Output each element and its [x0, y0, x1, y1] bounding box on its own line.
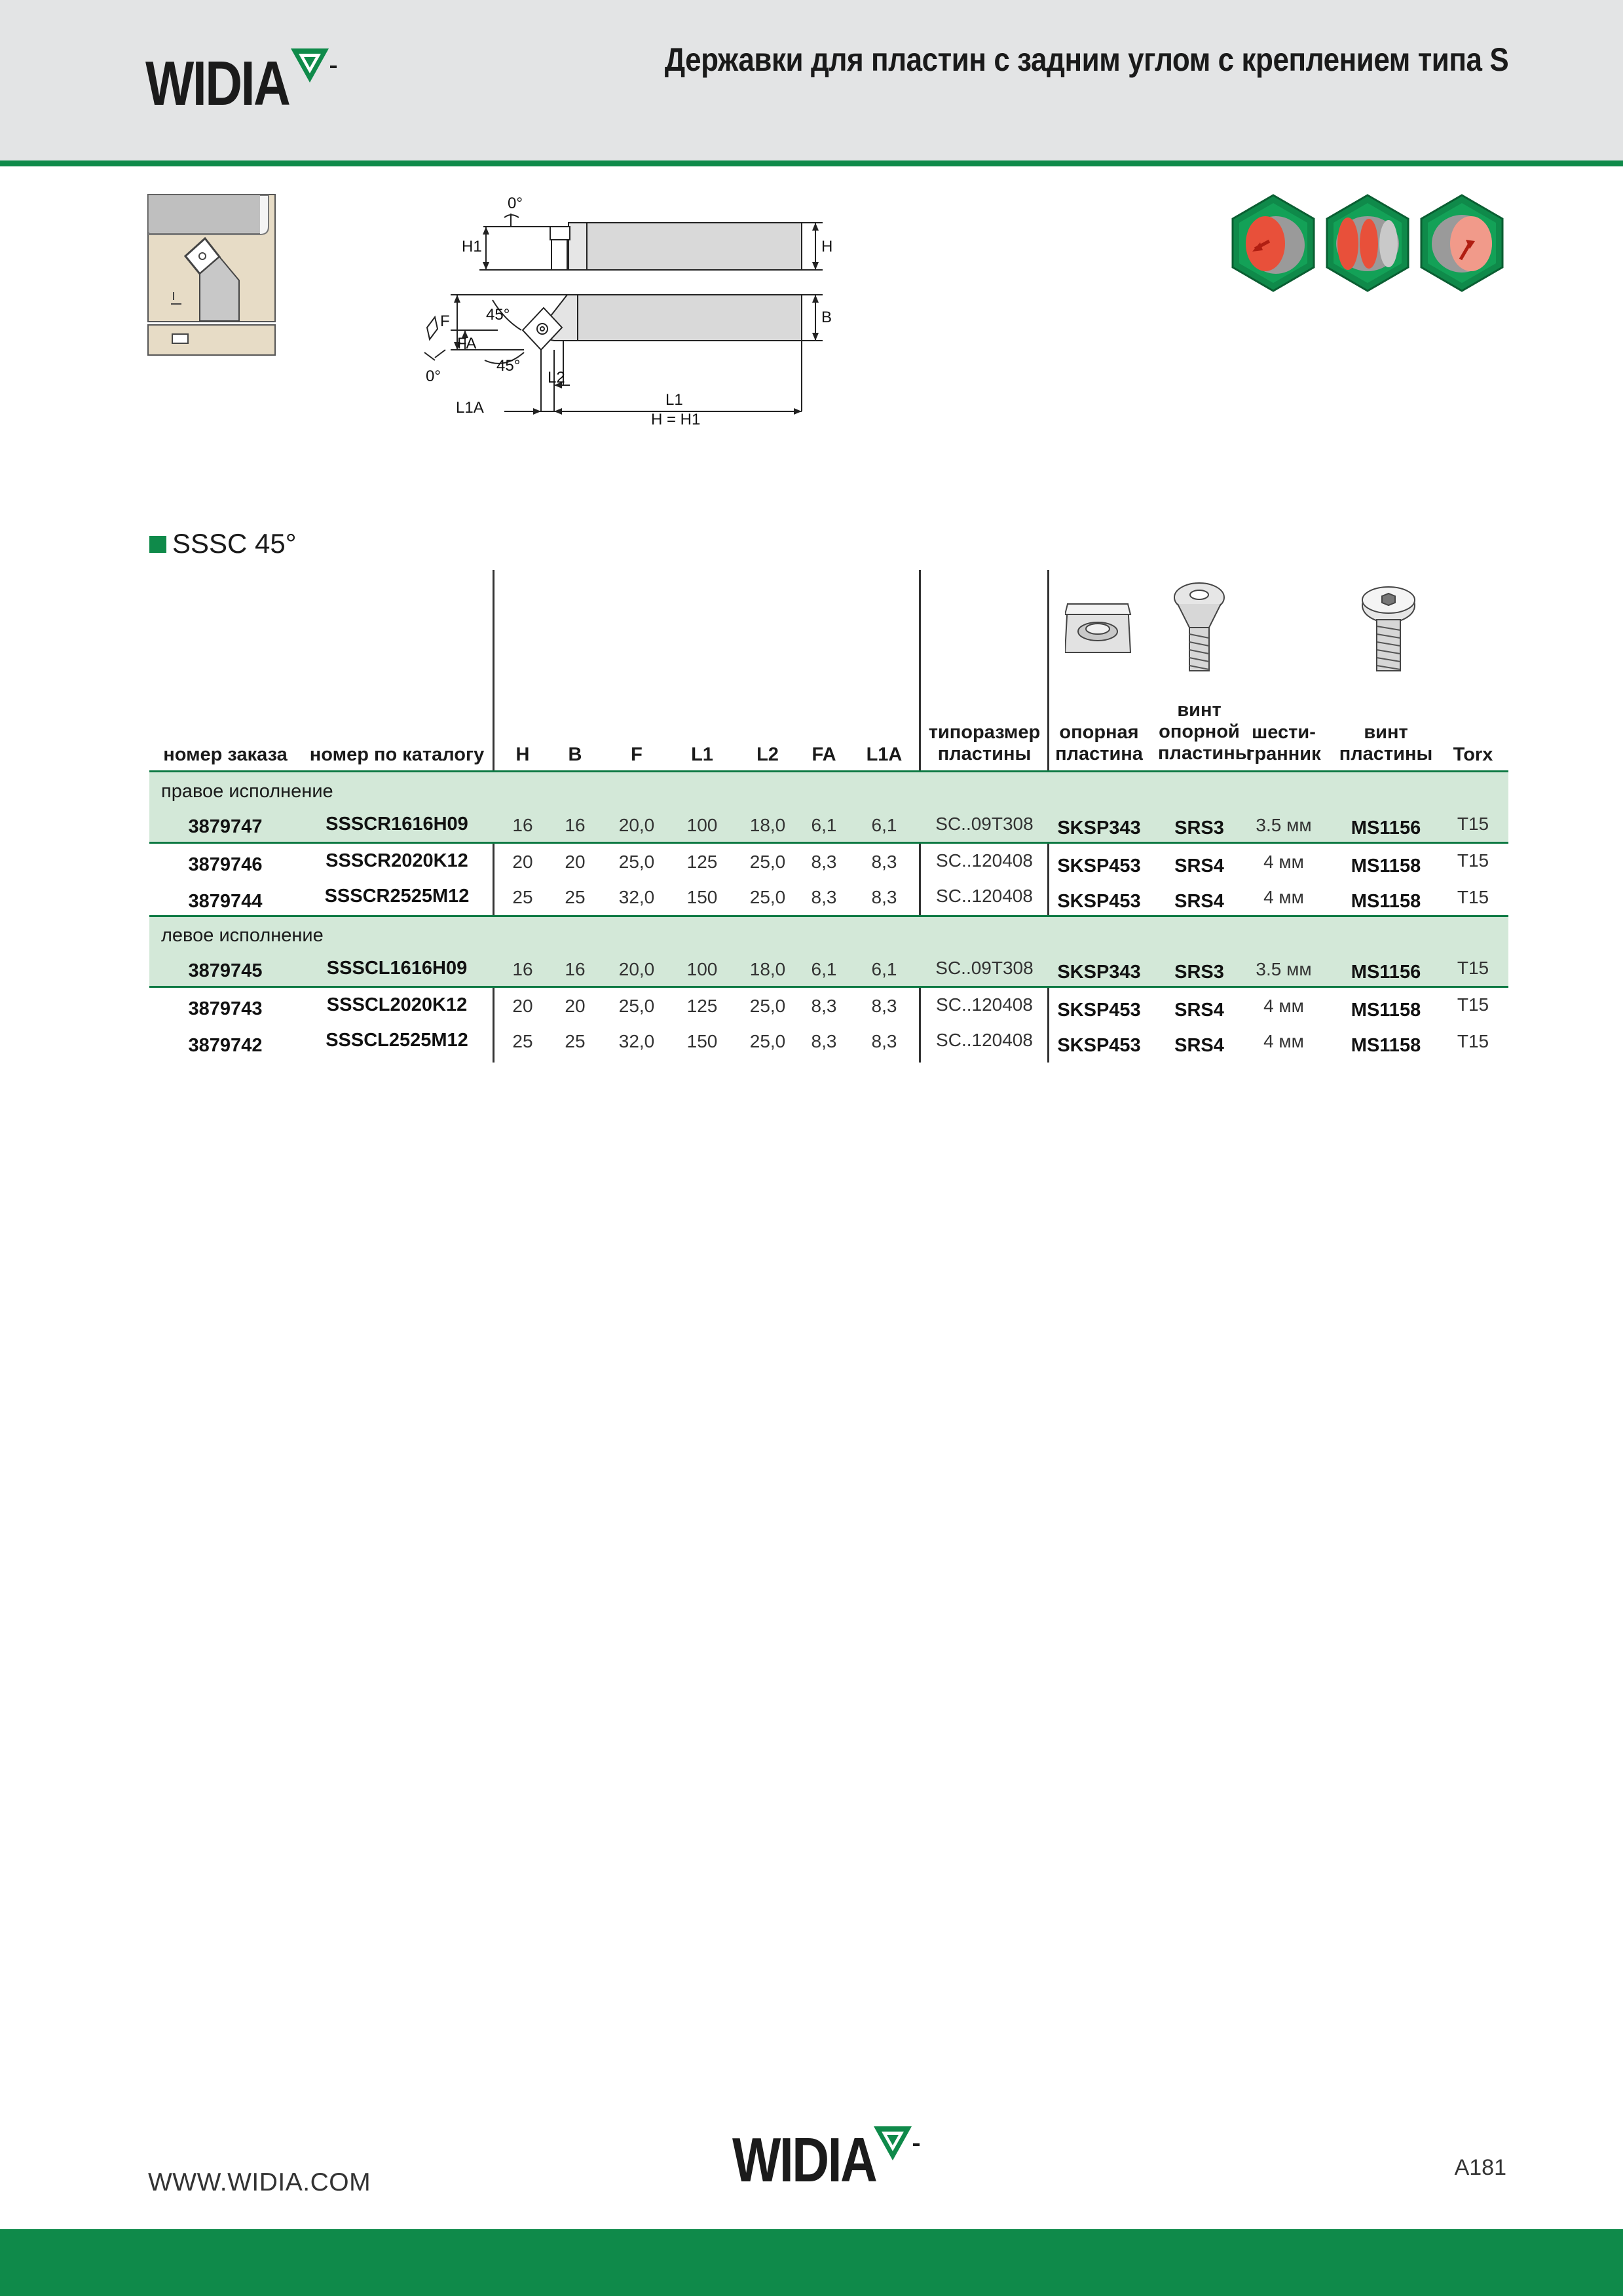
cell-insert-screw: MS1158 — [1351, 1035, 1421, 1056]
cell-l2: 25,0 — [749, 852, 786, 872]
application-icons — [1229, 194, 1509, 293]
cell-l1a: 8,3 — [871, 852, 897, 872]
col-header-shim — [1053, 722, 1145, 765]
col-header-hex-line1: шести- — [1252, 722, 1316, 743]
cell-shim: SKSP453 — [1057, 891, 1141, 912]
widia-triangle-icon — [288, 46, 341, 88]
col-header-l1: L1 — [691, 744, 713, 765]
header-rule — [0, 160, 1623, 166]
cell-fa: 6,1 — [811, 815, 837, 835]
dim-label-angle-top: 0° — [508, 195, 523, 212]
col-header-insert-size-line2: пластины — [937, 743, 1032, 764]
cell-fa: 8,3 — [811, 1031, 837, 1051]
col-header-shim-line2: пластина — [1055, 743, 1143, 764]
order-no: 3879746 — [188, 854, 263, 875]
col-header-hex-line2: гранник — [1246, 743, 1321, 764]
cell-f: 20,0 — [618, 959, 655, 979]
cell-hex: 3.5 мм — [1256, 959, 1312, 979]
footer-logo-text: WIDIA — [732, 2125, 876, 2195]
dim-label-angle-bottom: 0° — [426, 367, 441, 385]
cell-torx: T15 — [1457, 994, 1489, 1015]
group-band — [149, 917, 1508, 951]
cell-f: 20,0 — [618, 815, 655, 835]
dim-label-l1a: L1A — [456, 399, 484, 417]
cell-insert-size: SC..120408 — [936, 1030, 1033, 1050]
catalog-no: SSSCL2020K12 — [326, 994, 468, 1015]
col-header-shim-screw-line2: опорной — [1159, 721, 1240, 742]
cell-torx: T15 — [1457, 887, 1489, 907]
cell-fa: 8,3 — [811, 887, 837, 907]
insert-screw-icon — [1357, 582, 1420, 676]
col-header-insert-size — [922, 722, 1047, 765]
cell-l1: 125 — [686, 852, 718, 872]
external-turning-icon — [1233, 195, 1314, 291]
cell-shim: SKSP453 — [1057, 1035, 1141, 1056]
cell-insert-size: SC..120408 — [936, 994, 1033, 1015]
cell-f: 25,0 — [618, 996, 655, 1016]
order-no: 3879745 — [188, 960, 263, 981]
footer-bar — [0, 2229, 1623, 2296]
col-header-torx: Torx — [1453, 744, 1493, 765]
catalog-no: SSSCL2525M12 — [326, 1030, 468, 1051]
row-rule — [149, 842, 1508, 844]
cell-b: 20 — [565, 996, 586, 1016]
cell-insert-size: SC..09T308 — [935, 814, 1034, 834]
col-header-fa: FA — [811, 744, 836, 765]
col-header-insert-screw-line2: пластины — [1339, 743, 1433, 764]
cell-hex: 4 мм — [1263, 996, 1304, 1016]
header-logo — [145, 48, 321, 119]
cell-torx: T15 — [1457, 814, 1489, 834]
page-title: Державки для пластин с задним углом с креплением типа S — [664, 41, 1508, 78]
page-number: A181 — [1454, 2155, 1506, 2180]
cell-h: 25 — [512, 1031, 533, 1051]
cell-l1: 100 — [686, 815, 718, 835]
cell-h: 16 — [512, 959, 533, 979]
cell-l1: 100 — [686, 959, 718, 979]
cell-h: 20 — [512, 852, 533, 872]
cell-fa: 6,1 — [811, 959, 837, 979]
cell-shim-screw: SRS3 — [1174, 962, 1224, 983]
catalog-no: SSSCR2525M12 — [324, 886, 470, 907]
cell-insert-size: SC..120408 — [936, 886, 1033, 906]
cell-b: 20 — [565, 852, 586, 872]
cell-fa: 8,3 — [811, 996, 837, 1016]
cell-shim-screw: SRS4 — [1174, 856, 1224, 876]
cell-l1a: 8,3 — [871, 1031, 897, 1051]
cell-l1: 150 — [686, 887, 718, 907]
col-header-insert-screw — [1335, 722, 1437, 765]
cell-l2: 18,0 — [749, 815, 786, 835]
cell-l1: 150 — [686, 1031, 718, 1051]
catalog-no: SSSCL1616H09 — [326, 958, 468, 979]
col-header-insert-screw-line1: винт — [1364, 722, 1408, 743]
dimension-drawing — [406, 189, 838, 431]
dim-label-b: B — [821, 309, 832, 326]
group-label-right: правое исполнение — [161, 781, 333, 802]
col-header-shim-screw-line1: винт — [1177, 700, 1222, 721]
cell-b: 25 — [565, 887, 586, 907]
cell-insert-size: SC..120408 — [936, 850, 1033, 871]
col-header-f: F — [631, 744, 643, 765]
cell-insert-screw: MS1156 — [1351, 962, 1421, 983]
cell-l1: 125 — [686, 996, 718, 1016]
cell-f: 32,0 — [618, 887, 655, 907]
cell-insert-screw: MS1158 — [1351, 891, 1421, 912]
dim-label-45-top: 45° — [486, 306, 510, 324]
cell-shim-screw: SRS4 — [1174, 1000, 1224, 1021]
cell-hex: 3.5 мм — [1256, 815, 1312, 835]
col-header-l1a: L1A — [866, 744, 903, 765]
cell-h: 25 — [512, 887, 533, 907]
shim-icon — [1065, 593, 1133, 666]
section-marker — [149, 536, 166, 553]
cell-hex: 4 мм — [1263, 1031, 1304, 1051]
shim-screw-icon — [1171, 582, 1227, 676]
col-header-order-no: номер заказа — [163, 744, 288, 765]
cell-shim: SKSP343 — [1057, 962, 1141, 983]
catalog-no: SSSCR1616H09 — [326, 814, 468, 835]
footer-logo — [732, 2125, 908, 2195]
col-header-catalog-no: номер по каталогу — [309, 744, 485, 765]
cell-b: 16 — [565, 959, 586, 979]
order-no: 3879747 — [188, 816, 263, 837]
cell-torx: T15 — [1457, 958, 1489, 978]
cell-insert-screw: MS1158 — [1351, 1000, 1421, 1021]
col-header-b: B — [568, 744, 582, 765]
col-header-l2: L2 — [756, 744, 779, 765]
col-header-hex — [1244, 722, 1323, 765]
cell-insert-size: SC..09T308 — [935, 958, 1034, 978]
dim-label-f: F — [440, 312, 450, 330]
group-label-left: левое исполнение — [161, 925, 324, 946]
cell-l2: 25,0 — [749, 887, 786, 907]
section-title: SSSC 45° — [172, 528, 297, 559]
dim-label-h-eq: H = H1 — [651, 411, 701, 428]
cell-f: 25,0 — [618, 852, 655, 872]
row-rule — [149, 986, 1508, 988]
cell-f: 32,0 — [618, 1031, 655, 1051]
cell-shim-screw: SRS4 — [1174, 1035, 1224, 1056]
col-header-shim-screw-line3: пластины — [1158, 743, 1252, 764]
dim-label-fa: FA — [457, 335, 477, 352]
grooving-icon — [1327, 195, 1408, 291]
catalog-no: SSSCR2020K12 — [326, 850, 468, 871]
order-no: 3879742 — [188, 1035, 263, 1056]
order-no: 3879743 — [188, 998, 263, 1019]
cell-hex: 4 мм — [1263, 887, 1304, 907]
cell-shim: SKSP343 — [1057, 818, 1141, 838]
col-header-shim-line1: опорная — [1059, 722, 1139, 743]
cell-torx: T15 — [1457, 850, 1489, 871]
cell-fa: 8,3 — [811, 852, 837, 872]
cell-shim: SKSP453 — [1057, 856, 1141, 876]
cell-l1a: 6,1 — [871, 815, 897, 835]
footer-url[interactable]: WWW.WIDIA.COM — [148, 2168, 371, 2196]
cell-l2: 18,0 — [749, 959, 786, 979]
order-no: 3879744 — [188, 891, 263, 912]
dim-label-l2: L2 — [548, 369, 565, 386]
cell-insert-screw: MS1156 — [1351, 818, 1421, 838]
cell-insert-screw: MS1158 — [1351, 856, 1421, 876]
cell-l1a: 8,3 — [871, 996, 897, 1016]
cell-hex: 4 мм — [1263, 852, 1304, 872]
col-header-h: H — [515, 744, 530, 765]
cell-h: 20 — [512, 996, 533, 1016]
cell-l2: 25,0 — [749, 996, 786, 1016]
group-band — [149, 772, 1508, 806]
header-logo-text: WIDIA — [145, 48, 289, 119]
facing-icon — [1421, 195, 1502, 291]
cell-shim-screw: SRS3 — [1174, 818, 1224, 838]
toolholder-thumbnail — [147, 194, 276, 358]
cell-l1a: 6,1 — [871, 959, 897, 979]
widia-triangle-icon — [871, 2124, 923, 2166]
cell-torx: T15 — [1457, 1031, 1489, 1051]
col-header-insert-size-line1: типоразмер — [928, 722, 1041, 743]
cell-l2: 25,0 — [749, 1031, 786, 1051]
cell-shim-screw: SRS4 — [1174, 891, 1224, 912]
cell-b: 25 — [565, 1031, 586, 1051]
dim-label-h1: H1 — [462, 238, 482, 255]
col-header-shim-screw — [1158, 700, 1252, 764]
dim-label-h: H — [821, 238, 833, 255]
cell-l1a: 8,3 — [871, 887, 897, 907]
cell-b: 16 — [565, 815, 586, 835]
cell-h: 16 — [512, 815, 533, 835]
dim-label-l1: L1 — [665, 391, 683, 409]
dim-label-45-bottom: 45° — [496, 357, 521, 375]
cell-shim: SKSP453 — [1057, 1000, 1141, 1021]
